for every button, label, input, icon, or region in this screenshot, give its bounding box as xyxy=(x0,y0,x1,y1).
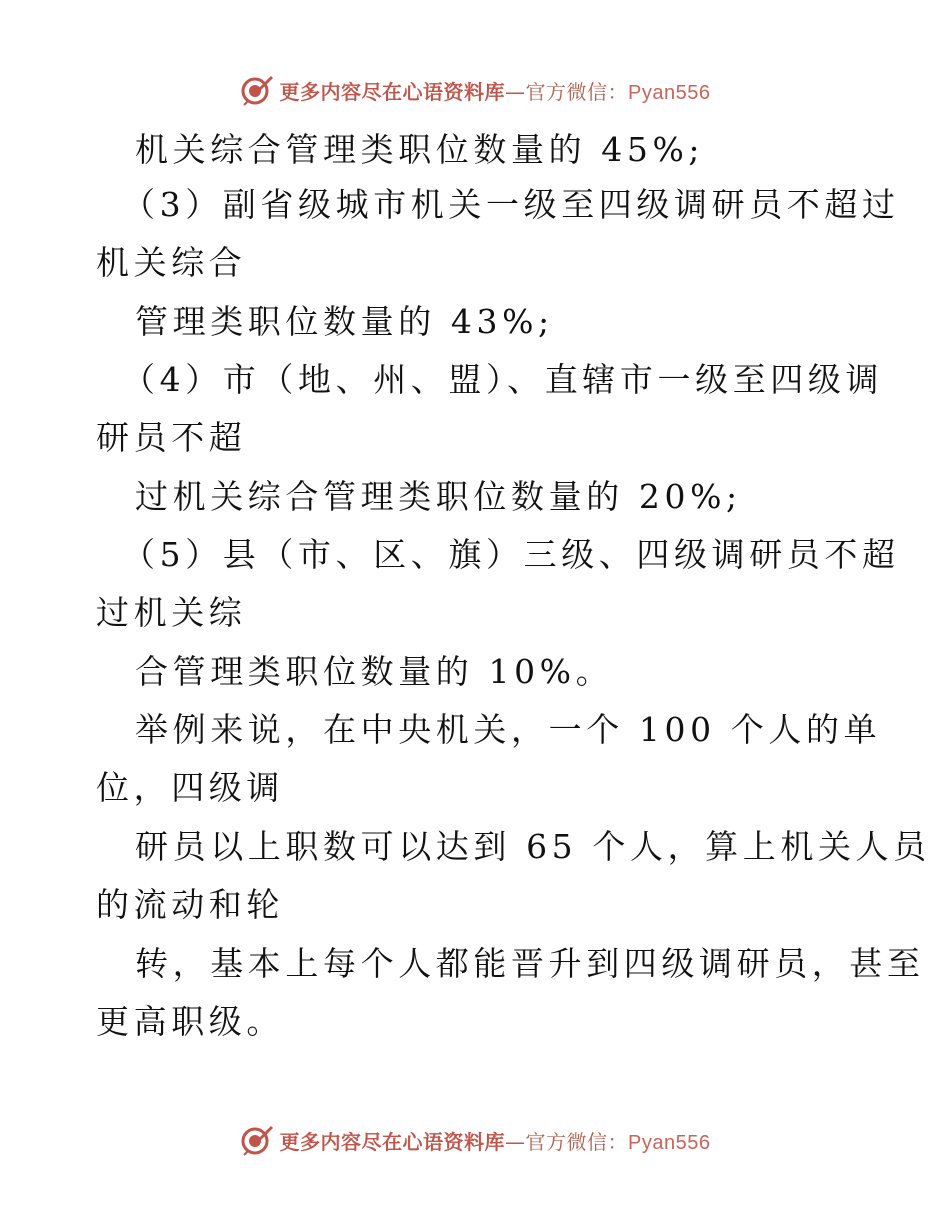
text-line: 举例来说，在中央机关，一个 100 个人的单 xyxy=(135,710,882,749)
text-line: 合管理类职位数量的 10%。 xyxy=(135,652,614,691)
text-line: 更高职级。 xyxy=(96,1002,284,1041)
watermark-main: 更多内容尽在心语资料库 xyxy=(279,1129,506,1154)
text-line: 机关综合管理类职位数量的 45%; xyxy=(135,130,705,169)
watermark-text xyxy=(280,76,711,105)
text-line: 转，基本上每个人都能晋升到四级调研员，甚至 xyxy=(135,944,925,983)
watermark-text xyxy=(280,1126,711,1155)
pen-logo-icon xyxy=(240,73,274,107)
watermark-contact-label: 官方微信： xyxy=(525,79,629,104)
text-line: 研员不超 xyxy=(96,418,247,457)
text-line: 机关综合 xyxy=(96,243,247,282)
text-line: 过机关综合管理类职位数量的 20%; xyxy=(135,477,742,516)
text-line: （4）市（地、州、盟）、直辖市一级至四级调 xyxy=(122,360,884,399)
text-line: 过机关综 xyxy=(96,593,247,632)
watermark-wechat-id: Pyan556 xyxy=(628,1131,711,1154)
text-line: 管理类职位数量的 43%; xyxy=(135,302,554,341)
text-line: （3）副省级城市机关一级至四级调研员不超过 xyxy=(122,185,900,224)
watermark-dash: — xyxy=(505,79,526,104)
watermark-wechat-id: Pyan556 xyxy=(628,81,711,104)
footer-watermark xyxy=(0,1120,950,1160)
text-line: （5）县（市、区、旗）三级、四级调研员不超 xyxy=(122,535,900,574)
watermark-contact-label: 官方微信： xyxy=(525,1129,629,1154)
watermark-main: 更多内容尽在心语资料库 xyxy=(279,79,506,104)
pen-logo-icon xyxy=(240,1123,274,1157)
header-watermark xyxy=(0,70,950,110)
watermark-dash: — xyxy=(505,1129,526,1154)
text-line: 研员以上职数可以达到 65 个人，算上机关人员 xyxy=(135,827,931,866)
text-line: 位，四级调 xyxy=(96,768,284,807)
text-line: 的流动和轮 xyxy=(96,885,284,924)
